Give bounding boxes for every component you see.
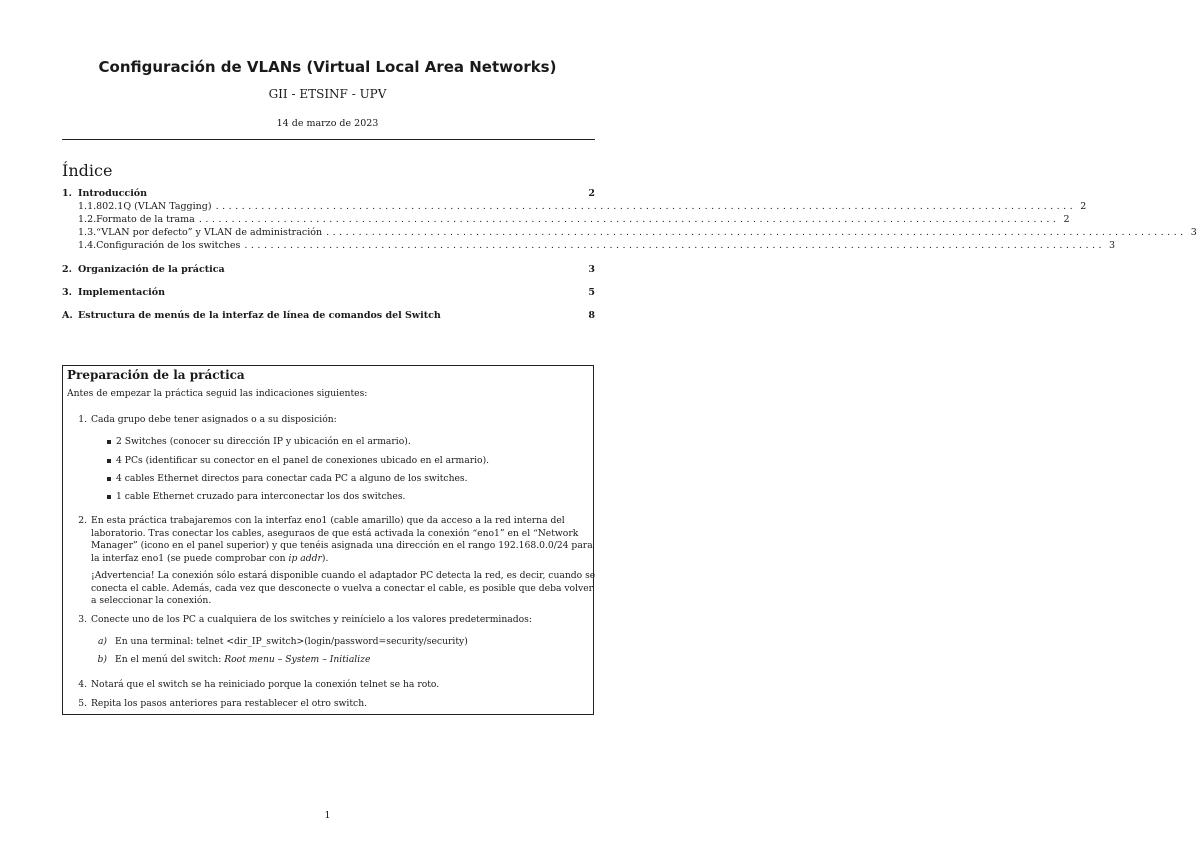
toc-leader-dots: .................................................................................................................................... bbox=[215, 201, 1077, 212]
box-title: Preparación de la práctica bbox=[67, 368, 245, 382]
paragraph-line: laboratorio. Tras conectar los cables, aseguraos de que está activada la conexión “eno1” en el “Network bbox=[91, 527, 579, 539]
toc-entry-number: 1.3. bbox=[78, 227, 97, 238]
bullet-text: 2 Switches (conocer su dirección IP y ubicación en el armario). bbox=[116, 436, 411, 447]
list-text: Cada grupo debe tener asignados o a su disposición: bbox=[91, 414, 337, 425]
toc-entry-number: 1.2. bbox=[78, 214, 97, 225]
sub-text: En el menú del switch: Root menu – System – Initialize bbox=[115, 654, 371, 665]
bullet-icon bbox=[107, 440, 111, 444]
box-intro: Antes de empezar la práctica seguid las indicaciones siguientes: bbox=[67, 388, 368, 399]
toc-entry-number: 2. bbox=[62, 264, 72, 275]
toc-entry-page: 2 bbox=[1063, 214, 1070, 225]
toc-entry-802-1q[interactable] bbox=[78, 201, 1087, 212]
list-number: 4. bbox=[78, 679, 87, 690]
toc-entry-appendix-a[interactable] bbox=[62, 310, 595, 321]
paragraph-line: Manager” (icono en el panel superior) y que tenéis asignada una dirección en el rango 192.168.0.0/24 para bbox=[91, 540, 593, 552]
document-title: Configuración de VLANs (Virtual Local Area Networks) bbox=[98, 58, 557, 76]
preparation-box bbox=[62, 365, 594, 715]
bullet-icon bbox=[107, 459, 111, 463]
list-text: Conecte uno de los PC a cualquiera de los switches y reinícielo a los valores predeterminados: bbox=[91, 614, 532, 625]
bullet-text: 4 cables Ethernet directos para conectar cada PC a alguno de los switches. bbox=[116, 473, 468, 484]
toc-entry-title: Formato de la trama bbox=[96, 214, 195, 225]
toc-entry-title: 802.1Q (VLAN Tagging) bbox=[96, 201, 212, 212]
list-number: 3. bbox=[78, 614, 87, 625]
list-number: 5. bbox=[78, 698, 87, 709]
toc-entry-implementacion[interactable] bbox=[62, 287, 595, 298]
sub-text: En una terminal: telnet <dir_IP_switch>(login/password=security/security) bbox=[115, 636, 468, 647]
bullet-text: 4 PCs (identificar su conector en el panel de conexiones ubicado en el armario). bbox=[116, 455, 490, 466]
list-number: 2. bbox=[78, 515, 87, 526]
warning-line: ¡Advertencia! La conexión sólo estará disponible cuando el adaptador PC detecta la red, es decir, cuando se bbox=[91, 570, 596, 581]
paragraph-line: En esta práctica trabajaremos con la interfaz eno1 (cable amarillo) que da acceso a la red interna del bbox=[91, 515, 565, 526]
toc-entry-title: “VLAN por defecto” y VLAN de administración bbox=[96, 227, 323, 238]
list-text: Notará que el switch se ha reiniciado porque la conexión telnet se ha roto. bbox=[91, 679, 440, 690]
bullet-text: 1 cable Ethernet cruzado para interconectar los dos switches. bbox=[116, 491, 406, 502]
toc-heading: Índice bbox=[62, 161, 113, 180]
toc-entry-page: 2 bbox=[588, 188, 595, 199]
bullet-icon bbox=[107, 477, 111, 481]
list-number: 1. bbox=[78, 414, 87, 425]
toc-entry-page: 5 bbox=[588, 287, 595, 298]
toc-entry-number: 3. bbox=[62, 287, 72, 298]
toc-entry-introduccion[interactable] bbox=[62, 188, 595, 199]
toc-entry-number: A. bbox=[62, 310, 73, 321]
warning-line: a seleccionar la conexión. bbox=[91, 595, 212, 607]
sub-label: a) bbox=[97, 636, 107, 647]
toc-entry-title: Organización de la práctica bbox=[78, 264, 225, 275]
warning-line: conecta el cable. Además, cada vez que desconecte o vuelva a conectar el cable, es posible que deba volver bbox=[91, 582, 594, 594]
toc-leader-dots: .................................................................................................................................... bbox=[198, 214, 1060, 225]
list-text: Repita los pasos anteriores para restablecer el otro switch. bbox=[91, 698, 368, 709]
toc-entry-vlan-defecto[interactable] bbox=[78, 227, 1197, 238]
toc-leader-dots: .................................................................................................................................... bbox=[326, 227, 1187, 238]
toc-leader-dots: .................................................................................................................................... bbox=[244, 240, 1106, 251]
command-ip-addr: ip addr bbox=[288, 552, 322, 564]
toc-entry-number: 1.4. bbox=[78, 240, 97, 251]
toc-entry-title: Configuración de los switches bbox=[96, 240, 241, 251]
toc-entry-organizacion[interactable] bbox=[62, 264, 595, 275]
toc-entry-configuracion-switches[interactable] bbox=[78, 240, 1116, 251]
menu-path: Root menu – System – Initialize bbox=[224, 654, 371, 665]
toc-entry-title: Implementación bbox=[78, 287, 165, 298]
paragraph-line: la interfaz eno1 (se puede comprobar con ip addr). bbox=[91, 552, 329, 564]
header-divider bbox=[62, 139, 595, 140]
toc-entry-page: 8 bbox=[588, 310, 595, 321]
toc-entry-number: 1.1. bbox=[78, 201, 97, 212]
document-subtitle: GII - ETSINF - UPV bbox=[268, 87, 387, 101]
toc-entry-title: Estructura de menús de la interfaz de línea de comandos del Switch bbox=[78, 310, 441, 321]
page-number: 1 bbox=[324, 810, 331, 821]
toc-entry-page: 3 bbox=[588, 264, 595, 275]
toc-entry-page: 2 bbox=[1080, 201, 1087, 212]
toc-entry-number: 1. bbox=[62, 188, 72, 199]
toc-entry-title: Introducción bbox=[78, 188, 148, 199]
document-date: 14 de marzo de 2023 bbox=[276, 118, 379, 129]
bullet-icon bbox=[107, 495, 111, 499]
toc-entry-page: 3 bbox=[1109, 240, 1116, 251]
sub-label: b) bbox=[97, 654, 107, 665]
toc-entry-formato-trama[interactable] bbox=[78, 214, 1070, 225]
toc-entry-page: 3 bbox=[1190, 227, 1197, 238]
